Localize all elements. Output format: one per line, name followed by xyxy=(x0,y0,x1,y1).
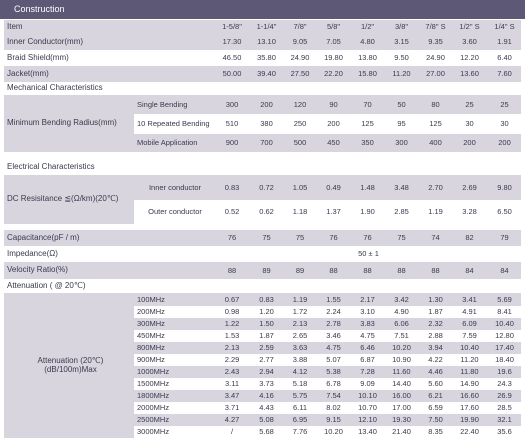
item-header: Item xyxy=(4,20,213,34)
row-label: Inner Conductor(mm) xyxy=(4,34,213,50)
value-cell: 6.95 xyxy=(282,414,315,426)
value-cell: 5.60 xyxy=(428,379,443,389)
value-cell: 0.62 xyxy=(259,207,274,217)
value-cell: 50.00 xyxy=(213,66,248,82)
frequency-label: 900MHz xyxy=(137,355,165,365)
value-cell: 10.40 xyxy=(485,318,521,330)
value-cell: 200 xyxy=(327,119,340,129)
spacer xyxy=(4,152,521,160)
value-cell: 12.80 xyxy=(495,331,514,341)
row-label: Jacket(mm) xyxy=(4,66,213,82)
value-cell: 88 xyxy=(315,262,349,279)
value-cell: 2.29 xyxy=(224,355,240,365)
value-cell: 2.88 xyxy=(428,331,443,341)
value-cell: 0.72 xyxy=(248,175,282,200)
frequency-label: 100MHz xyxy=(134,293,213,306)
value-cell: 4.27 xyxy=(213,414,248,426)
value-cell: 2.59 xyxy=(248,342,282,354)
value-cell: 4.16 xyxy=(248,390,282,402)
value-cell: 21.40 xyxy=(392,427,411,437)
value-cell: 70 xyxy=(349,95,383,114)
value-cell: 24.90 xyxy=(290,53,310,63)
value-cell: 1.30 xyxy=(417,293,451,306)
value-cell: 3.94 xyxy=(417,342,451,354)
value-cell: 510 xyxy=(225,119,239,129)
value-cell: 80 xyxy=(417,95,451,114)
value-cell: 27.50 xyxy=(282,66,315,82)
frequency-label: 1500MHz xyxy=(137,379,170,389)
value-cell: 25 xyxy=(451,95,485,114)
value-cell: 11.20 xyxy=(460,355,479,365)
value-cell: 0.83 xyxy=(248,293,282,306)
size-header: 1/2" S xyxy=(451,20,485,34)
row-label: Braid Shield(mm) xyxy=(7,52,69,62)
frequency-label: 300MHz xyxy=(134,318,213,330)
value-cell: 9.80 xyxy=(485,175,521,200)
size-header: 1/4" S xyxy=(485,20,521,34)
value-cell: 12.10 xyxy=(349,414,383,426)
value-cell: 22.40 xyxy=(460,427,479,437)
attenuation-label xyxy=(4,293,134,438)
value-cell: 3.83 xyxy=(349,318,383,330)
value-cell: 75 xyxy=(383,230,417,246)
value-cell: 3.10 xyxy=(360,307,375,317)
value-cell: 0.67 xyxy=(213,293,248,306)
value-cell: 28.5 xyxy=(497,403,512,413)
value-cell: 1.87 xyxy=(428,307,443,317)
construction-row xyxy=(4,50,521,66)
value-cell: 90 xyxy=(315,95,349,114)
value-cell: 2.78 xyxy=(315,318,349,330)
value-cell: 88 xyxy=(383,262,417,279)
impedance-row xyxy=(4,246,521,262)
velocity-row xyxy=(4,262,521,279)
section-heading: Mechanical Characteristics xyxy=(7,83,103,93)
value-cell: 250 xyxy=(293,119,307,129)
value-cell: 12.20 xyxy=(460,53,479,63)
value-cell: 9.09 xyxy=(360,379,375,389)
value-cell: 2.24 xyxy=(326,307,341,317)
value-cell: 1.19 xyxy=(428,207,443,217)
value-cell: 74 xyxy=(417,230,451,246)
value-cell: 13.10 xyxy=(248,34,282,50)
value-cell: 4.80 xyxy=(349,34,383,50)
capacitance-row xyxy=(4,230,521,246)
value-cell: 17.60 xyxy=(460,403,479,413)
size-header: 1-1/4" xyxy=(248,20,282,34)
construction-row xyxy=(4,34,521,50)
value-cell: 1.37 xyxy=(326,207,341,217)
value-cell: 15.80 xyxy=(349,66,383,82)
value-cell: 400 xyxy=(417,134,451,152)
value-cell: 17.30 xyxy=(213,34,248,50)
value-cell: 30 xyxy=(500,119,509,129)
size-header: 5/8" xyxy=(315,20,349,34)
value-cell: 3.15 xyxy=(383,34,417,50)
frequency-label: 2000MHz xyxy=(137,403,170,413)
value-cell: 35.80 xyxy=(257,53,276,63)
value-cell: 16.60 xyxy=(451,390,485,402)
value-cell: 1.05 xyxy=(282,175,315,200)
impedance-value: 50 ± 1 xyxy=(358,249,379,259)
value-cell: 8.35 xyxy=(428,427,443,437)
bending-type: Single Bending xyxy=(134,95,213,114)
size-header: 1-5/8" xyxy=(213,20,248,34)
value-cell: 125 xyxy=(429,119,442,129)
value-cell: 7.54 xyxy=(315,390,349,402)
frequency-label: 450MHz xyxy=(137,331,165,341)
frequency-label: 800MHz xyxy=(134,342,213,354)
value-cell: 13.60 xyxy=(451,66,485,82)
value-cell: 3.73 xyxy=(259,379,274,389)
value-cell: 17.00 xyxy=(392,403,411,413)
value-cell: 5.08 xyxy=(248,414,282,426)
spacer-row xyxy=(4,152,521,160)
value-cell: 32.1 xyxy=(485,414,521,426)
value-cell: 3.11 xyxy=(224,379,240,389)
value-cell: 3.48 xyxy=(383,175,417,200)
dc-resistance-row xyxy=(4,175,521,200)
section-title: Construction xyxy=(14,4,65,14)
value-cell: 76 xyxy=(213,230,248,246)
value-cell: 0.83 xyxy=(213,175,248,200)
value-cell: 4.46 xyxy=(417,366,451,378)
attenuation-unit-line: (dB/100m)Max xyxy=(44,364,97,374)
value-cell: 19.80 xyxy=(324,53,343,63)
value-cell: 9.50 xyxy=(394,53,409,63)
value-cell: 300 xyxy=(213,95,248,114)
value-cell: 5.07 xyxy=(326,355,341,365)
value-cell: 125 xyxy=(361,119,374,129)
value-cell: 14.40 xyxy=(392,379,411,389)
value-cell: 1.72 xyxy=(292,307,308,317)
value-cell: 35.6 xyxy=(497,427,512,437)
value-cell: 6.59 xyxy=(428,403,443,413)
section-heading: Attenuation ( @ 20℃) xyxy=(7,280,86,290)
value-cell: 2.13 xyxy=(282,318,315,330)
value-cell: 4.22 xyxy=(428,355,443,365)
value-cell: 13.40 xyxy=(358,427,377,437)
value-cell: 500 xyxy=(282,134,315,152)
value-cell: 18.40 xyxy=(495,355,514,365)
value-cell: 1.22 xyxy=(213,318,248,330)
value-cell: 1.55 xyxy=(315,293,349,306)
value-cell: 1.53 xyxy=(224,331,240,341)
mechanical-heading-row xyxy=(4,82,521,95)
value-cell: 7.50 xyxy=(417,414,451,426)
value-cell: 3.71 xyxy=(224,403,240,413)
frequency-label: 1000MHz xyxy=(134,366,213,378)
value-cell: 5.68 xyxy=(259,427,274,437)
value-cell: 24.90 xyxy=(426,53,445,63)
size-header: 1/2" xyxy=(349,20,383,34)
value-cell: 10.70 xyxy=(358,403,377,413)
electrical-heading-row xyxy=(4,160,521,175)
value-cell: 1.87 xyxy=(259,331,274,341)
value-cell: 200 xyxy=(485,134,521,152)
value-cell: 380 xyxy=(260,119,273,129)
value-cell: 4.43 xyxy=(259,403,274,413)
bending-type: Mobile Application xyxy=(134,134,213,152)
size-header: 3/8" xyxy=(383,20,417,34)
value-cell: 2.17 xyxy=(349,293,383,306)
value-cell: 2.43 xyxy=(213,366,248,378)
value-cell: 6.06 xyxy=(383,318,417,330)
value-cell: 10.40 xyxy=(451,342,485,354)
value-cell: 700 xyxy=(248,134,282,152)
value-cell: 7.59 xyxy=(462,331,477,341)
value-cell: 10.20 xyxy=(324,427,343,437)
value-cell: 0.98 xyxy=(224,307,240,317)
value-cell: 2.85 xyxy=(394,207,409,217)
value-cell: 11.80 xyxy=(451,366,485,378)
value-cell: 88 xyxy=(349,262,383,279)
value-cell: 79 xyxy=(485,230,521,246)
value-cell: 2.32 xyxy=(417,318,451,330)
value-cell: 1.20 xyxy=(259,307,274,317)
value-cell: 75 xyxy=(248,230,282,246)
value-cell: 6.87 xyxy=(360,355,375,365)
attenuation-row xyxy=(4,293,521,306)
value-cell: 0.49 xyxy=(315,175,349,200)
value-cell: 10.90 xyxy=(392,355,411,365)
value-cell: 3.60 xyxy=(451,34,485,50)
value-cell: 89 xyxy=(282,262,315,279)
frequency-label: 200MHz xyxy=(137,307,165,317)
value-cell: 84 xyxy=(451,262,485,279)
value-cell: 3.47 xyxy=(213,390,248,402)
value-cell: 22.20 xyxy=(315,66,349,82)
section-banner xyxy=(0,0,525,19)
bending-row xyxy=(4,95,521,114)
value-cell: 120 xyxy=(282,95,315,114)
value-cell: 50 xyxy=(383,95,417,114)
value-cell: 89 xyxy=(248,262,282,279)
size-header: 7/8" S xyxy=(417,20,451,34)
value-cell: 1.48 xyxy=(349,175,383,200)
value-cell: 4.91 xyxy=(462,307,477,317)
value-cell: 88 xyxy=(213,262,248,279)
value-cell: 450 xyxy=(315,134,349,152)
value-cell: 3.46 xyxy=(326,331,341,341)
attenuation-label-line: Attenuation (20℃) xyxy=(37,356,104,366)
bending-type: 10 Repeated Bending xyxy=(137,119,210,129)
value-cell: 9.05 xyxy=(282,34,315,50)
value-cell: 4.75 xyxy=(360,331,375,341)
value-cell: 82 xyxy=(451,230,485,246)
value-cell: 1.19 xyxy=(282,293,315,306)
value-cell: 3.88 xyxy=(292,355,308,365)
value-cell: 4.75 xyxy=(315,342,349,354)
frequency-label: 3000MHz xyxy=(137,427,170,437)
value-cell: 7.51 xyxy=(394,331,409,341)
size-header: 7/8" xyxy=(282,20,315,34)
dc-resistance-label: DC Resisitance ≦(Ω/km)(20℃) xyxy=(4,175,134,224)
value-cell: 8.41 xyxy=(497,307,512,317)
value-cell: 350 xyxy=(349,134,383,152)
value-cell: 2.77 xyxy=(259,355,274,365)
value-cell: 76 xyxy=(315,230,349,246)
value-cell: / xyxy=(230,427,234,437)
value-cell: 10.10 xyxy=(349,390,383,402)
value-cell: 11.60 xyxy=(383,366,417,378)
row-label: Impedance(Ω) xyxy=(7,248,58,258)
value-cell: 900 xyxy=(213,134,248,152)
value-cell: 10.20 xyxy=(383,342,417,354)
row-label: Velocity Ratio(%) xyxy=(4,262,213,279)
value-cell: 17.40 xyxy=(485,342,521,354)
value-cell: 1.90 xyxy=(360,207,375,217)
value-cell: 2.94 xyxy=(248,366,282,378)
value-cell: 5.75 xyxy=(282,390,315,402)
value-cell: 1.50 xyxy=(248,318,282,330)
value-cell: 7.76 xyxy=(292,427,308,437)
value-cell: 19.30 xyxy=(383,414,417,426)
value-cell: 200 xyxy=(248,95,282,114)
value-cell: 88 xyxy=(417,262,451,279)
value-cell: 3.42 xyxy=(383,293,417,306)
attenuation-heading-row xyxy=(4,279,521,293)
value-cell: 0.52 xyxy=(224,207,240,217)
value-cell: 6.46 xyxy=(349,342,383,354)
value-cell: 3.63 xyxy=(282,342,315,354)
value-cell: 19.6 xyxy=(485,366,521,378)
row-label: Capacitance(pF / m) xyxy=(4,230,213,246)
value-cell: 27.00 xyxy=(417,66,451,82)
construction-row xyxy=(4,66,521,82)
value-cell: 84 xyxy=(485,262,521,279)
frequency-label: 1800MHz xyxy=(134,390,213,402)
frequency-label: 2500MHz xyxy=(134,414,213,426)
value-cell: 6.40 xyxy=(497,53,512,63)
value-cell: 7.28 xyxy=(349,366,383,378)
value-cell: 2.70 xyxy=(417,175,451,200)
value-cell: 76 xyxy=(349,230,383,246)
value-cell: 5.38 xyxy=(315,366,349,378)
value-cell: 25 xyxy=(485,95,521,114)
header-row xyxy=(4,20,521,34)
value-cell: 11.20 xyxy=(383,66,417,82)
value-cell: 1.18 xyxy=(292,207,308,217)
value-cell: 2.65 xyxy=(292,331,308,341)
value-cell: 9.15 xyxy=(315,414,349,426)
value-cell: 95 xyxy=(397,119,406,129)
value-cell: 9.35 xyxy=(417,34,451,50)
section-heading: Electrical Characteristics xyxy=(7,162,95,172)
value-cell: 3.41 xyxy=(451,293,485,306)
conductor-type: Inner conductor xyxy=(134,175,213,200)
value-cell: 30 xyxy=(465,119,474,129)
value-cell: 19.90 xyxy=(451,414,485,426)
bending-radius-label: Minimum Bending Radius(mm) xyxy=(4,95,134,152)
spec-table-body xyxy=(4,20,521,438)
value-cell: 13.80 xyxy=(358,53,377,63)
value-cell: 26.9 xyxy=(485,390,521,402)
value-cell: 3.28 xyxy=(462,207,477,217)
value-cell: 200 xyxy=(451,134,485,152)
value-cell: 4.12 xyxy=(282,366,315,378)
value-cell: 2.69 xyxy=(451,175,485,200)
value-cell: 39.40 xyxy=(248,66,282,82)
value-cell: 7.60 xyxy=(485,66,521,82)
value-cell: 7.05 xyxy=(315,34,349,50)
value-cell: 300 xyxy=(383,134,417,152)
value-cell: 4.90 xyxy=(394,307,409,317)
value-cell: 16.00 xyxy=(383,390,417,402)
value-cell: 6.09 xyxy=(451,318,485,330)
value-cell: 6.21 xyxy=(417,390,451,402)
value-cell: 1.91 xyxy=(485,34,521,50)
value-cell: 14.90 xyxy=(460,379,479,389)
conductor-type: Outer conductor xyxy=(148,207,202,217)
spec-table xyxy=(4,20,521,438)
value-cell: 6.11 xyxy=(292,403,308,413)
value-cell: 5.69 xyxy=(485,293,521,306)
value-cell: 46.50 xyxy=(222,53,242,63)
value-cell: 5.18 xyxy=(292,379,308,389)
value-cell: 6.78 xyxy=(326,379,341,389)
value-cell: 6.50 xyxy=(497,207,512,217)
value-cell: 2.13 xyxy=(213,342,248,354)
value-cell: 24.3 xyxy=(497,379,512,389)
value-cell: 8.02 xyxy=(326,403,341,413)
value-cell: 75 xyxy=(282,230,315,246)
